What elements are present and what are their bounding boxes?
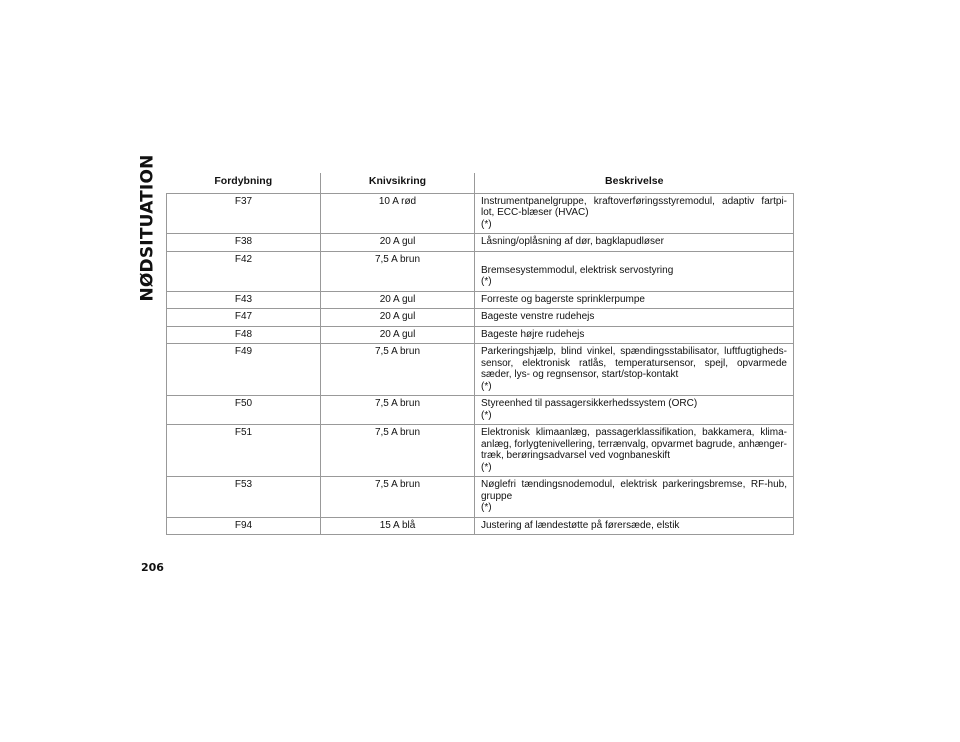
- cell-description: [475, 396, 794, 425]
- description-line: Instrumentpanelgruppe, kraftoverføringsstyremodul, adaptiv fartpi- lot, ECC-blæser (HVAC): [481, 195, 787, 218]
- description-line: Parkeringshjælp, blind vinkel, spændingsstabilisator, luftfugtigheds- sensor, elektronisk ratlås, temperatursensor, spejl, opvarmede sæder, lys- og regnsensor, start/stop-kontakt: [481, 346, 787, 380]
- table-row: [167, 193, 794, 234]
- cell-fuse: 20 A gul: [321, 309, 475, 327]
- description-line: (*): [481, 380, 492, 392]
- header-fuse: Knivsikring: [321, 173, 475, 193]
- description-line: (*): [481, 461, 492, 473]
- cell-fuse: 7,5 A brun: [321, 344, 475, 396]
- table-row: [167, 234, 794, 252]
- description-line: Nøglefri tændingsnodemodul, elektrisk parkeringsbremse, RF-hub, gruppe: [481, 479, 787, 502]
- table-row: [167, 344, 794, 396]
- table-row: [167, 517, 794, 535]
- cell-description: [475, 291, 794, 309]
- description-line: Elektronisk klimaanlæg, passagerklassifikation, bakkamera, klima- anlæg, forlygtenivellering, terrænvalg, opvarmet bagrude, anhænger- træk, berøringsadvarsel ved vognbaneskift: [481, 427, 787, 461]
- cell-description: [475, 477, 794, 518]
- description-line: (*): [481, 409, 492, 421]
- description-line: (*): [481, 502, 492, 513]
- section-title-text: NØDSITUATION: [138, 154, 159, 302]
- cell-position: F53: [167, 477, 321, 518]
- table-row: [167, 425, 794, 477]
- cell-position: F51: [167, 425, 321, 477]
- cell-position: F94: [167, 517, 321, 535]
- cell-position: F50: [167, 396, 321, 425]
- table-row: [167, 396, 794, 425]
- table-row: [167, 326, 794, 344]
- description-line: Låsning/oplåsning af dør, bagklapudløser: [481, 236, 664, 247]
- page-number: 206: [141, 561, 164, 574]
- table-header: [167, 173, 794, 193]
- cell-fuse: 20 A gul: [321, 234, 475, 252]
- table-row: [167, 291, 794, 309]
- table-row: [167, 309, 794, 327]
- table-body: [167, 193, 794, 535]
- cell-fuse: 7,5 A brun: [321, 477, 475, 518]
- description-line: Bageste højre rudehejs: [481, 328, 585, 340]
- table-row: [167, 477, 794, 518]
- cell-description: [475, 326, 794, 344]
- cell-fuse: 7,5 A brun: [321, 425, 475, 477]
- description-line: Forreste og bagerste sprinklerpumpe: [481, 293, 645, 305]
- header-description: Beskrivelse: [475, 173, 794, 193]
- cell-position: F38: [167, 234, 321, 252]
- cell-fuse: 10 A rød: [321, 193, 475, 234]
- cell-position: F48: [167, 326, 321, 344]
- description-line: Styreenhed til passagersikkerhedssystem (ORC): [481, 398, 698, 409]
- description-line: (*): [481, 276, 492, 287]
- description-line: (*): [481, 218, 492, 230]
- description-line: Bremsesystemmodul, elektrisk servostyring: [481, 264, 674, 276]
- cell-position: F42: [167, 251, 321, 291]
- cell-description: [475, 425, 794, 477]
- table-row: [167, 251, 794, 291]
- cell-position: F43: [167, 291, 321, 309]
- description-line: Justering af lændestøtte på førersæde, elstik: [481, 519, 680, 531]
- cell-position: F37: [167, 193, 321, 234]
- cell-fuse: 7,5 A brun: [321, 251, 475, 291]
- cell-description: [475, 234, 794, 252]
- cell-fuse: 7,5 A brun: [321, 396, 475, 425]
- cell-fuse: 20 A gul: [321, 326, 475, 344]
- fuse-table: [166, 173, 794, 535]
- cell-description: [475, 251, 794, 291]
- header-position: Fordybning: [167, 173, 321, 193]
- cell-position: F49: [167, 344, 321, 396]
- header-row: [167, 173, 794, 193]
- cell-description: [475, 193, 794, 234]
- cell-position: F47: [167, 309, 321, 327]
- cell-description: [475, 309, 794, 327]
- description-line: Bageste venstre rudehejs: [481, 311, 595, 322]
- cell-description: [475, 344, 794, 396]
- cell-fuse: 15 A blå: [321, 517, 475, 535]
- cell-fuse: 20 A gul: [321, 291, 475, 309]
- cell-description: [475, 517, 794, 535]
- section-title: [136, 154, 160, 302]
